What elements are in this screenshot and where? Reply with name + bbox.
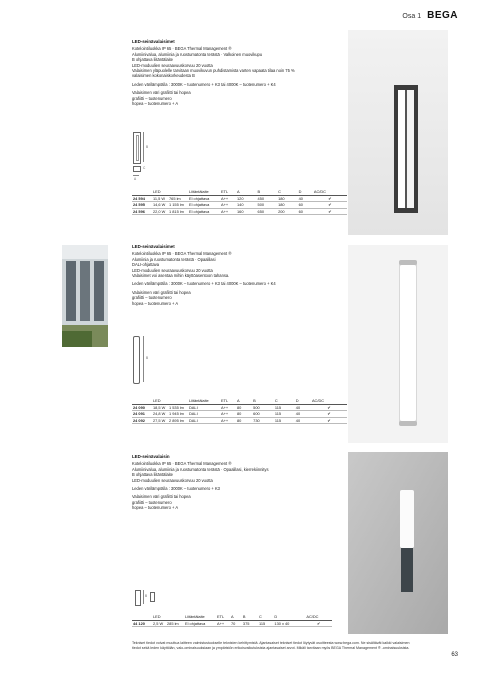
finish-line: grafiitti – tuotenumero [132, 95, 172, 101]
product-photo-2 [348, 245, 448, 443]
spec-line: Alumiinia ja ruostumatonta terästä · Opaalilasi [132, 256, 216, 262]
colour-temp-line: Leden värilämpötila : 3000K – tuotenumero + K3 tai 4000K – tuotenumero + K4 [132, 281, 276, 287]
dim-label-b: B [146, 356, 149, 360]
table-row: 24 595 14,6 W 1 155 lm El ohjattava A++ 140 500 180 60 ✔ [132, 202, 347, 209]
product-photo-1 [348, 30, 448, 235]
spec-line: Kotelointiluokka IP 65 · BEGA Thermal Management ® [132, 461, 232, 467]
section-title: LED-seinävalaisin [132, 454, 170, 459]
table-row: 24 594 11,5 W 765 lm El ohjattava A++ 120 450 180 40 ✔ [132, 195, 347, 202]
section-3-text [132, 454, 347, 511]
table-header-row: LED Liitäntälaite ETL A B C D AC/DC [132, 614, 332, 620]
section-2-text [132, 244, 347, 306]
finish-line: hopea – tuotenumero + A [132, 505, 179, 511]
dim-label-b: B [145, 594, 148, 598]
table-header-row: LED Liitäntälaite ETL A B C D AC/DC [132, 189, 347, 195]
spec-line: Kotelointiluokka IP 65 · BEGA Thermal Management ® [132, 46, 232, 52]
spec-line: B ohjattava liitäntälaite [132, 57, 173, 63]
spec-table-3 [132, 614, 332, 627]
table-row: 24 091 24,8 W 1 945 lm DALI A++ 80 600 115 40 ✔ [132, 411, 347, 418]
finish-line: hopea – tuotenumero + A [132, 101, 179, 107]
colour-temp-line: Leden värilämpötila : 3000K – tuotenumero + K3 [132, 486, 220, 492]
spec-table-2 [132, 398, 347, 424]
spec-line: valaisimen kokonaiskorkeudesta B [132, 73, 195, 79]
table-header-row: LED Liitäntälaite ETL A B C D AC/DC [132, 398, 347, 404]
spec-line: Valaisimet voi asentaa mihin käyttöasentoon tahansa. [132, 273, 230, 279]
dim-label-a: A [134, 177, 137, 181]
spec-line: LED-moduulien seuraavuuskorvuu 20 vuotta [132, 62, 213, 68]
finish-line: hopea – tuotenumero + A [132, 300, 179, 306]
page-header [402, 10, 458, 21]
table-row: 24 090 18,5 W 1 535 lm DALI A++ 80 500 115 40 ✔ [132, 404, 347, 411]
dim-label-b: B [146, 145, 149, 149]
spec-line: Kotelointiluokka IP 65 · BEGA Thermal Management ® [132, 251, 232, 257]
spec-line: Alumiinivalua, alumiinia ja ruostumatonta terästä · Opaalilasi, kierrekiinnitys [132, 466, 269, 472]
building-photo [62, 245, 108, 347]
spec-line: B ohjattava liitäntälaite [132, 472, 173, 478]
table-row: 24 092 27,5 W 2 895 lm DALI A++ 80 730 115 40 ✔ [132, 417, 347, 424]
page-number: 63 [451, 652, 458, 658]
finish-line: grafiitti – tuotenumero [132, 295, 172, 301]
part-label: Osa 1 [402, 13, 422, 20]
finish-line: grafiitti – tuotenumero [132, 499, 172, 505]
spec-table-1 [132, 189, 347, 215]
colour-temp-line: Leden värilämpötila : 3000K – tuotenumero + K3 tai 4000K – tuotenumero + K4 [132, 81, 276, 87]
finish-line: Valaisimen väri grafiitti tai hopea [132, 494, 191, 500]
table-row: 24 596 22,0 W 1 815 lm El ohjattava A++ 160 650 200 60 ✔ [132, 208, 347, 215]
brand-logo: BEGA [427, 10, 458, 21]
section-1-text [132, 39, 347, 106]
spec-line: Valaisimen yläpuolelle tarvitaan muovikuvun puhdistamista varten vapaata tilaa noin 75 % [132, 68, 295, 74]
spec-line: DALI-ohjattava [132, 262, 160, 268]
footer-note: Tekniset tiedot voivat muuttua laitteen valmistustuokselle teknisten kehittymistä. Ajantasaiset tekniset tiedot löytyvät osoitteesta www.bega.com. Ne sisältävät kaikki valaisimen tiedot sekä leden käyttöiän, valo-ominaisuuksiaan ja ympäristön erikoisvaikutuksista ajantasaiset arvot. Mikäli tarvitaan myös BEGA Thermal Management ® -ominaisuuksista. [132, 641, 410, 650]
spec-line: Alumiinivalua, alumiinia ja ruostumatonta terästä · Valkoinen muovikupu [132, 51, 263, 57]
spec-line: LED-moduulien seuraavuuskorvuu 20 vuotta [132, 267, 213, 273]
finish-line: Valaisimen väri grafiitti tai hopea [132, 289, 191, 295]
table-row: 44 120 2,5 W 285 lm El ohjattava A++ 70 375 115 130 x 40 ✔ [132, 620, 332, 627]
dim-label-c: C [143, 166, 146, 170]
spec-line: LED-moduulien seuraavuuskorvuu 20 vuotta [132, 477, 213, 483]
section-title: LED-seinävalaisimet [132, 39, 175, 44]
section-title: LED-seinävalaisimet [132, 244, 175, 249]
product-photo-3 [348, 452, 448, 634]
finish-line: Valaisimen väri grafiitti tai hopea [132, 90, 191, 96]
